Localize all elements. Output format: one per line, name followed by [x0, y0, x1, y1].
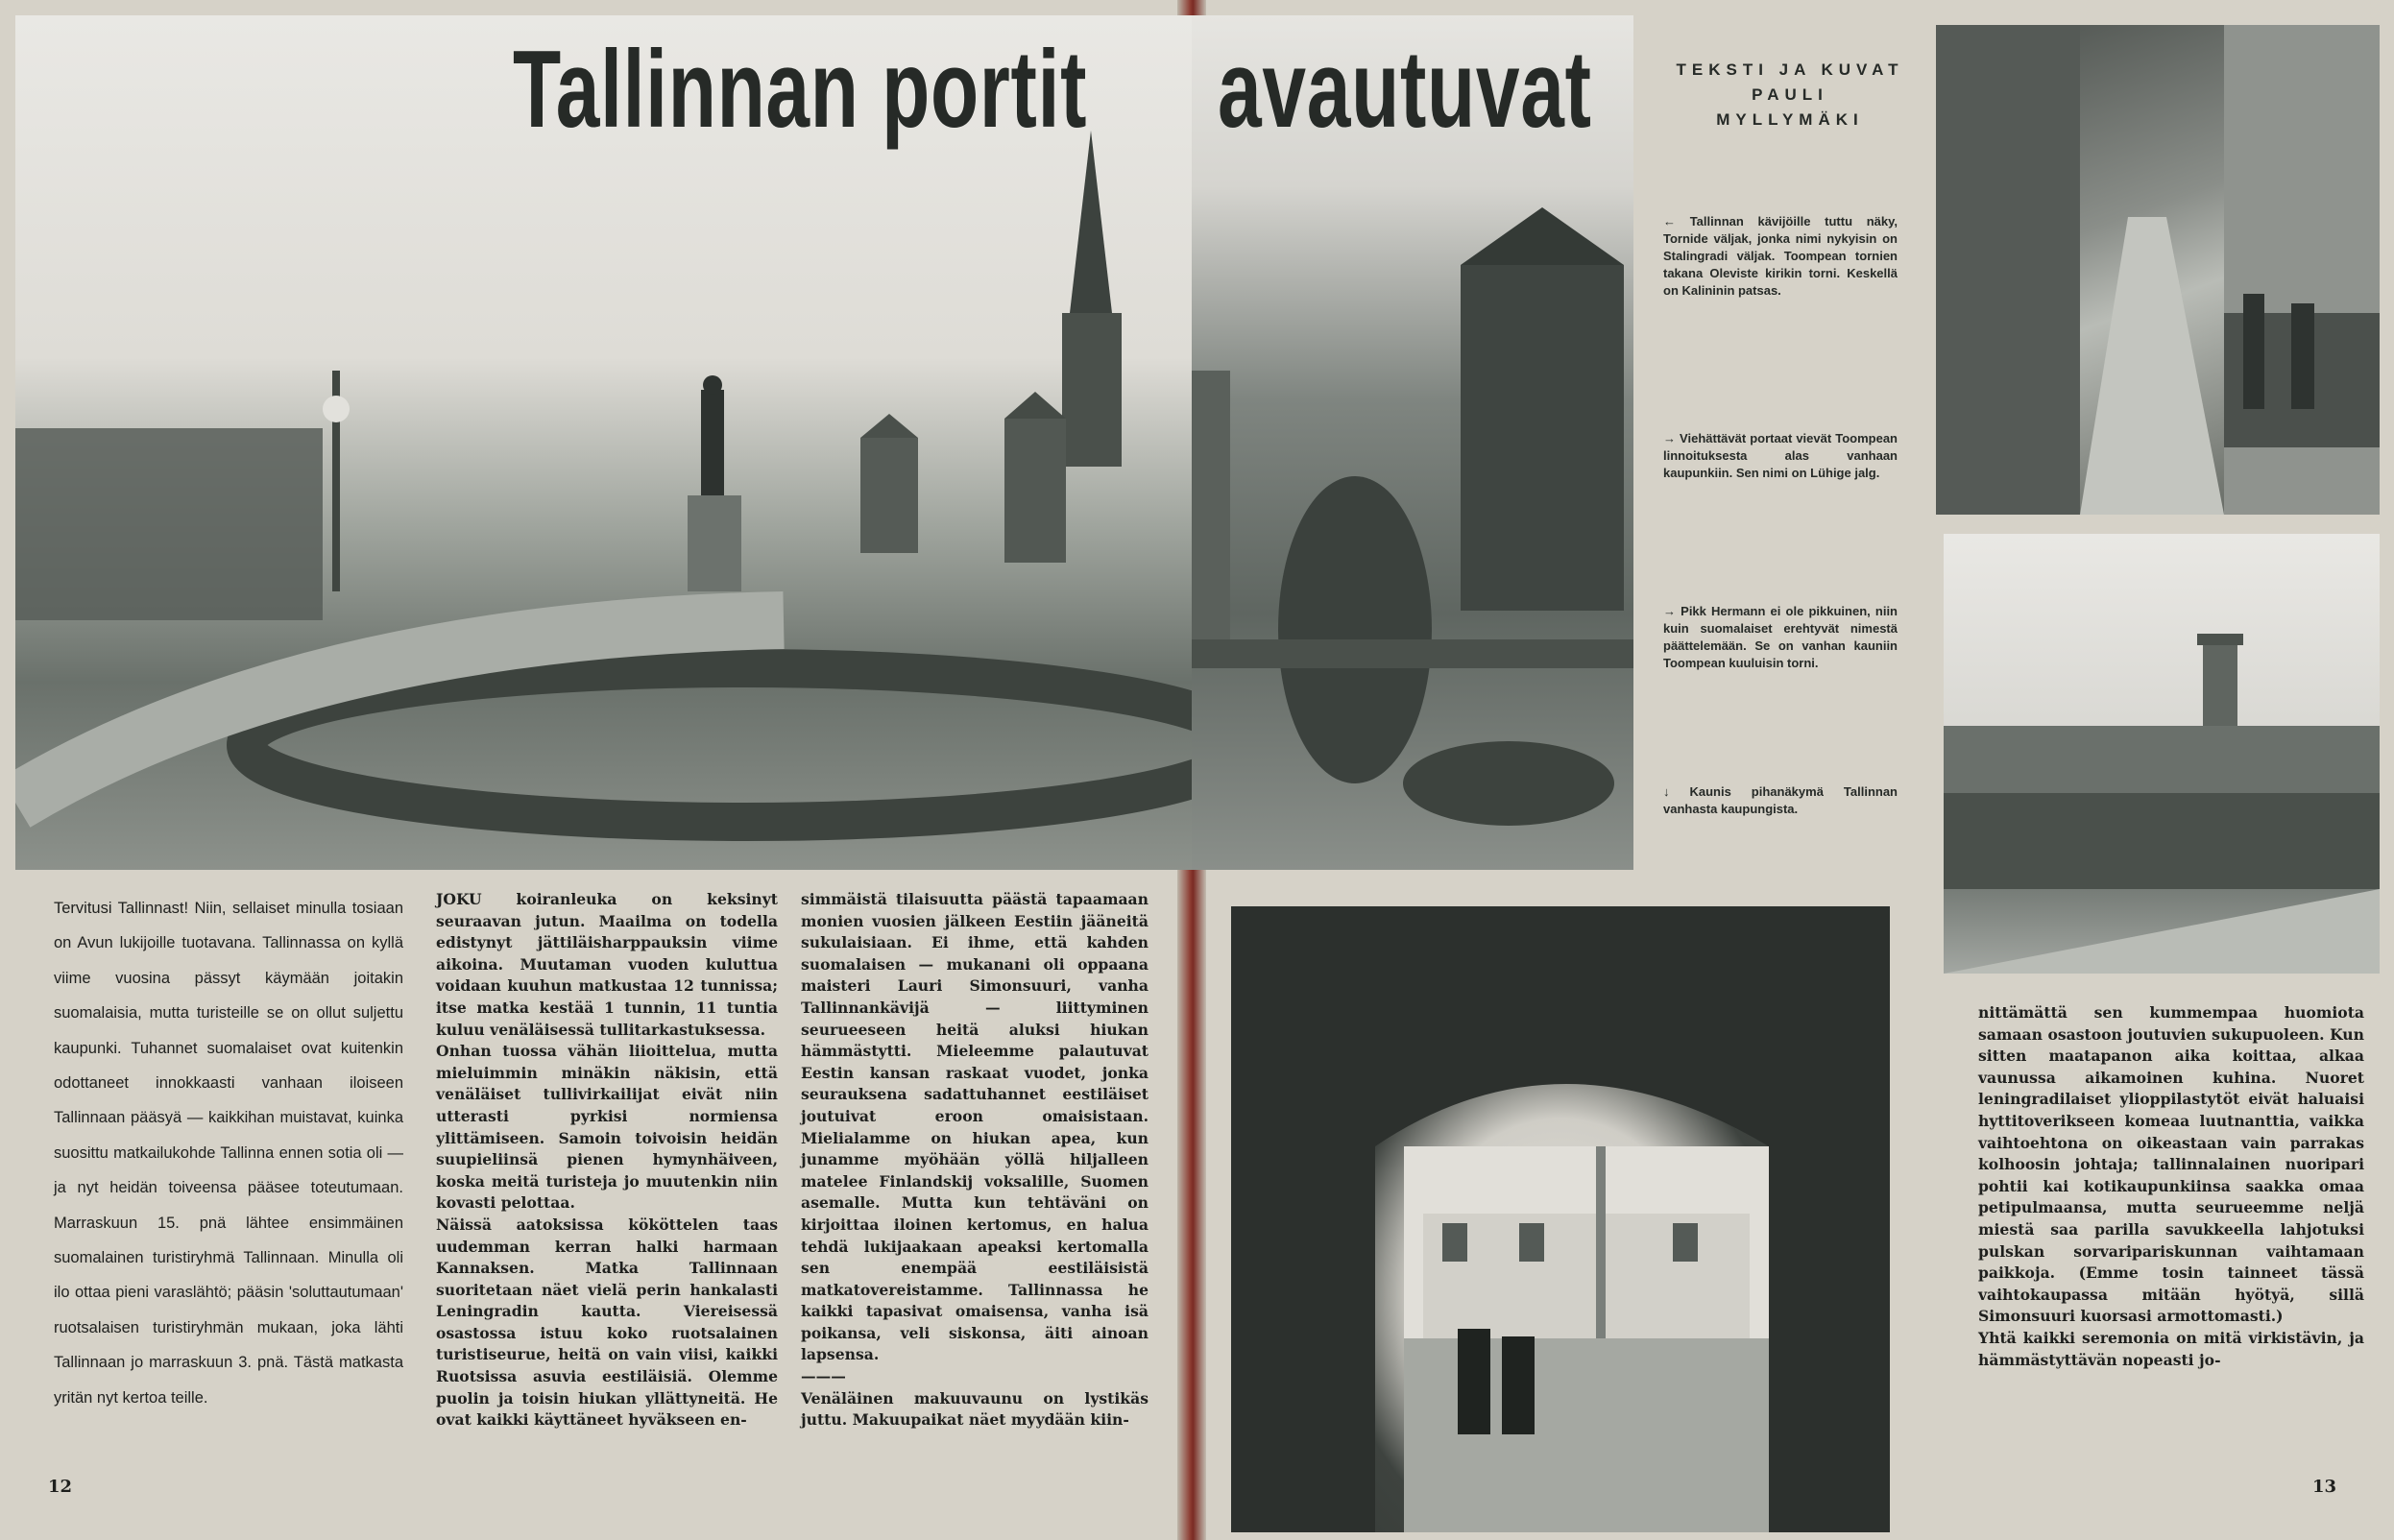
caption-tornide-valjak: ← Tallinnan kävijöille tuttu näky, Tornide väljak, jonka nimi nykyisin on Stalingradi väljak. Toompean tornien takana Oleviste kirikin torni. Keskellä on Kalininin patsas.	[1663, 214, 1898, 298]
article-title-part2: avautuvat	[1218, 29, 1592, 151]
text-column-intro: Tervitusi Tallinnast! Niin, sellaiset minulla tosiaan on Avun lukijoille tuotavana. Tallinnassa on kyllä viime vuosina pässyt käymään joitakin suomalaisia, mutta turisteille se on ollut suljettu kaupunki. Tuhannet suomalaiset ovat kuitenkin odottaneet innokkaasti vanhaan iloiseen Tallinnaan pääsyä — kaikkihan muistavat, kuinka suosittu matkailukohde Tallinna ennen sotia oli — ja nyt heidän toiveensa pääsee toteutumaan. Marraskuun 15. pnä lähtee ensimmäinen suomalainen turistiryhmä Tallinnaan. Minulla oli ilo ottaa pieni varaslähtö; pääsin 'soluttautumaan' ruotsalaisen turistiryhmän mukaan, joka lähti Tallinnaan jo marraskuun 3. pnä. Tästä matkasta yritän nyt kertoa teille.	[54, 900, 403, 1407]
caption-pikk-hermann: → Pikk Hermann ei ole pikkuinen, niin kuin suomalaiset erehtyvät nimestä päättelemään. Se on vanhan kauniin Toompean kuuluisin torni.	[1663, 604, 1898, 670]
photo-pikk-hermann	[1944, 534, 2380, 974]
photo-courtyard	[1231, 906, 1890, 1532]
byline	[1675, 58, 1905, 132]
text-column-3: simmäistä tilaisuutta päästä tapaamaan monien vuosien jälkeen Eestiin jääneitä sukulaisiaan. Ei ihme, että kahden suomalaisen — mukanani oli oppaana maisteri Lauri Simonsuuri, vanha Tallinnankävijä — liittyminen seurueeseen heitä aluksi hiukan hämmästytti. Mieleemme palautuvat Eestin kansan raskaat vuodet, jonka seurauksena sadattuhannet eestiläiset joutuivat eroon omaisistaan. Mielialamme on hiukan apea, kun junamme myöhään yöllä hiljalleen matelee Finlandskij voksalille, Suomen asemalle. Mutta kun tehtäväni on kirjoittaa iloinen kertomus, en halua tehdä lukijaakaan apeaksi kertomalla sen enempää eestiläisistä matkatovereistamme. Tallinnassa he kaikki tapasivat omaisensa, vanha isä poikansa, veli siskonsa, äiti ainoan lapsensa. ——— Venäläinen makuuvaunu on lystikäs juttu. Makuupaikat näet myydään kiin-	[801, 890, 1149, 1430]
caption-luhige-jalg: → Viehättävät portaat vievät Toompean linnoituksesta alas vanhaan kaupunkiin. Sen nimi on Lühige jalg.	[1663, 431, 1898, 480]
byline-line2: PAULI MYLLYMÄKI	[1716, 85, 1864, 129]
page-number-left: 12	[48, 1477, 73, 1497]
photo-luhige-jalg-stairs	[1936, 25, 2380, 515]
text-column-2: JOKU koiranleuka on keksinyt seuraavan jutun. Maailma on todella edistynyt jättiläisharppauksin viime aikoina. Muutaman vuoden kuluttua voidaan kuuhun matkustaa 12 tunnissa; itse matka kestää 1 tunnin, 11 tuntia kuluu venäläisessä tullitarkastuksessa. Onhan tuossa vähän liioittelua, mutta mieluimmin minäkin näkisin, että venäläiset tullivirkailijat eivät niin utterasti pyrkisi normiensa ylittämiseen. Samoin toivoisin heidän suupieliinsä pienen hymynhäiveen, koska meitä turisteja jo muutenkin niin kovasti pelottaa. Näissä aatoksissa kököttelen taas uudemman kerran halki harmaan Kannaksen. Matka Tallinnaan suoritetaan näet vielä perin hankalasti Leningradin kautta. Viereisessä osastossa istuu koko ruotsalainen turistiseurue, heitä on vain viisi, kaikki Ruotsissa asuvia eestiläisiä. Olemme puolin ja toisin hiukan yllättyneitä. He ovat kaikki käyttäneet hyväkseen en-	[436, 890, 778, 1430]
byline-line1: TEKSTI JA KUVAT	[1676, 60, 1904, 79]
article-title-part1: Tallinnan portit	[513, 29, 1088, 151]
caption-courtyard: ↓ Kaunis pihanäkymä Tallinnan vanhasta kaupungista.	[1663, 784, 1898, 816]
page-number-right: 13	[2312, 1477, 2337, 1497]
text-column-4: nittämättä sen kummempaa huomiota samaan osastoon joutuvien sukupuoleen. Kun sitten maatapanon aika koittaa, alkaa vaunussa aikamoinen kuhina. Nuoret leningradilaiset ylioppilastytöt eivät haluaisi hyttitoverikseen komeaa luutnanttia, vaikka vaihtoehtona on oikeastaan vain parrakas kolhoosin johtaja; tallinnalainen nuoripari pohtii kai kotikaupunkiinsa saakka omaa petipulmaansa, mutta seurueemme neljä miestä saa parilla savukkeella lahjotuksi pulskan sorvaripariskunnan vaihtamaan paikkoja. (Emme tosin tainneet tässä vaihtokaupassa mitään hyötyä, sillä Simonsuuri kuorsasi armottomasti.) Yhtä kaikki seremonia on mitä virkistävin, ja hämmästyttävän nopeasti jo-	[1978, 1003, 2364, 1369]
